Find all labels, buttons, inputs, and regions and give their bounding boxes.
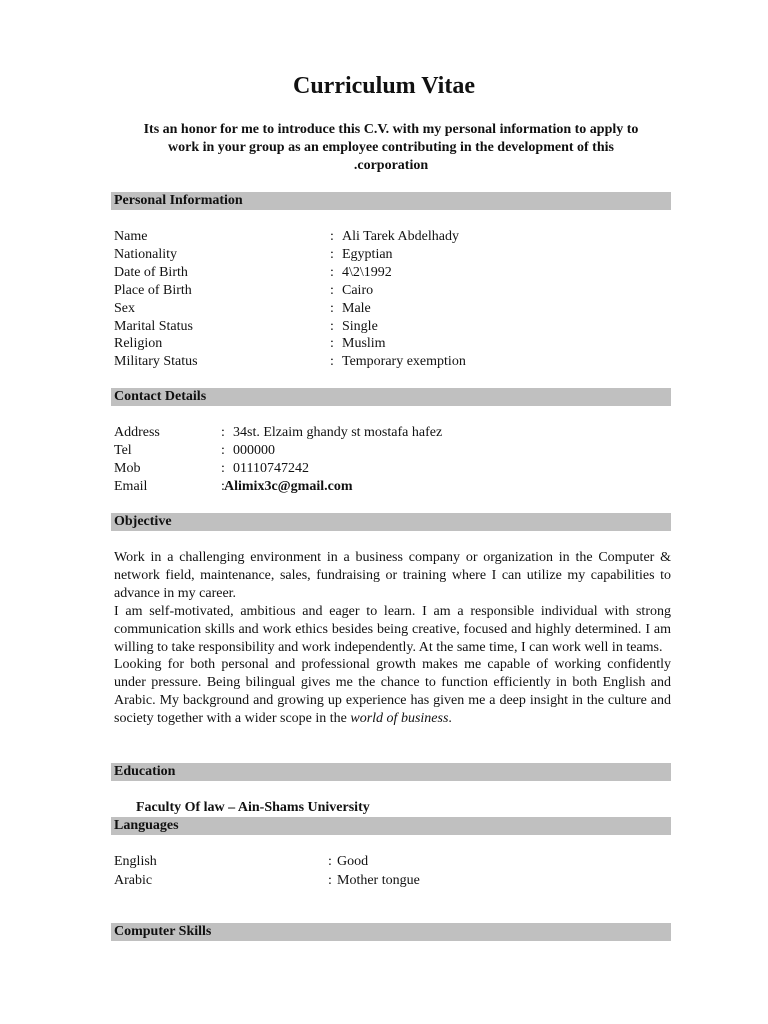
- section-contact-details: Contact Details: [111, 388, 671, 406]
- info-label: Military Status: [114, 354, 198, 370]
- info-value: Cairo: [342, 282, 374, 298]
- language-level: Good: [337, 854, 369, 869]
- info-label: Religion: [114, 336, 163, 352]
- contact-value: 01110747242: [233, 460, 309, 476]
- objective-paragraph: [114, 656, 671, 728]
- language-label: Arabic: [114, 873, 153, 888]
- section-personal-information: Personal Information: [111, 192, 671, 210]
- language-row-english: [114, 852, 420, 871]
- contact-label: Tel: [114, 442, 132, 458]
- separator: :: [221, 478, 225, 494]
- info-row-sex: [114, 300, 466, 318]
- info-row-name: [114, 228, 466, 246]
- info-value: Ali Tarek Abdelhady: [342, 229, 459, 244]
- separator: :: [330, 300, 334, 316]
- info-label: Nationality: [114, 246, 177, 262]
- contact-row-mob: [114, 460, 442, 478]
- section-objective: Objective: [111, 513, 671, 531]
- objective-italic-phrase: world of business: [350, 711, 449, 727]
- info-label: Marital Status: [114, 318, 193, 334]
- info-row-marital-status: [114, 318, 466, 336]
- language-row-arabic: [114, 871, 420, 890]
- personal-info-list: [114, 228, 466, 371]
- language-label: English: [114, 854, 157, 869]
- contact-label: Mob: [114, 460, 141, 476]
- info-label: Sex: [114, 300, 135, 316]
- separator: :: [330, 264, 334, 280]
- contact-row-tel: [114, 442, 442, 460]
- info-value: Single: [342, 318, 378, 334]
- contact-row-address: [114, 424, 442, 442]
- info-value: Male: [342, 300, 371, 316]
- separator: :: [328, 854, 332, 869]
- contact-value: 000000: [233, 442, 275, 458]
- separator: :: [221, 425, 225, 440]
- intro-paragraph: [110, 121, 672, 175]
- separator: :: [328, 873, 332, 888]
- info-row-nationality: [114, 246, 466, 264]
- info-label: Name: [114, 229, 148, 244]
- objective-paragraph: I am self-motivated, ambitious and eager to learn. I am a responsible individual with strong communication skills and work ethics besides being creative, focused and highly determined. I am willing to take responsibility and work independently. At the same time, I can work well in teams.: [114, 603, 671, 655]
- objective-text: [114, 549, 671, 728]
- contact-label: Email: [114, 478, 148, 494]
- languages-list: [114, 852, 420, 890]
- contact-row-email: [114, 478, 442, 496]
- separator: :: [330, 318, 334, 334]
- info-label: Date of Birth: [114, 264, 188, 280]
- info-row-military-status: [114, 353, 466, 371]
- intro-line: work in your group as an employee contributing in the development of this: [168, 140, 614, 155]
- objective-paragraph: Work in a challenging environment in a business company or organization in the Computer & network field, maintenance, sales, fundraising or training where I can utilize my capabilities to advance in my career.: [114, 550, 671, 601]
- section-education: Education: [111, 763, 671, 781]
- contact-label: Address: [114, 425, 160, 440]
- info-row-religion: [114, 335, 466, 353]
- objective-text-run: Looking for both personal and professional growth makes me capable of working confidently under pressure. Being bilingual gives me the chance to function efficiently in both English and Arabic. My background and growing up experience has given me a deep insight in the culture and society together with a wider scope in the: [114, 657, 671, 727]
- separator: :: [330, 282, 334, 298]
- info-value: Egyptian: [342, 246, 393, 262]
- info-row-date-of-birth: [114, 264, 466, 282]
- separator: :: [330, 354, 334, 370]
- info-value: Muslim: [342, 336, 386, 352]
- info-row-place-of-birth: [114, 282, 466, 300]
- separator: :: [221, 460, 225, 476]
- separator: :: [330, 246, 334, 262]
- section-languages: Languages: [111, 817, 671, 835]
- language-level: Mother tongue: [337, 873, 420, 888]
- separator: :: [330, 229, 334, 244]
- info-label: Place of Birth: [114, 282, 192, 298]
- intro-line: .corporation: [353, 158, 429, 173]
- separator: :: [330, 336, 334, 352]
- section-computer-skills: Computer Skills: [111, 923, 671, 941]
- info-value: 4\2\1992: [342, 264, 392, 280]
- contact-info-list: [114, 424, 442, 496]
- education-entry: Faculty Of law – Ain-Shams University: [136, 800, 370, 815]
- intro-line: Its an honor for me to introduce this C.V. with my personal information to apply to: [143, 122, 639, 137]
- objective-period: .: [448, 711, 452, 727]
- contact-value: 34st. Elzaim ghandy st mostafa hafez: [233, 425, 443, 440]
- info-value: Temporary exemption: [342, 354, 466, 370]
- email-value: Alimix3c@gmail.com: [224, 478, 353, 494]
- page-title: Curriculum Vitae: [293, 73, 475, 99]
- separator: :: [221, 442, 225, 458]
